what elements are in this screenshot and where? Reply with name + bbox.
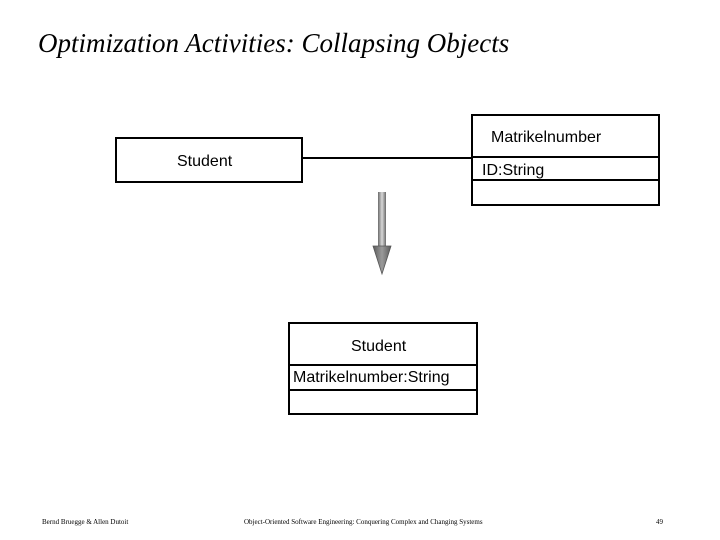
footer-page-number: 49 [656,518,663,526]
footer-book-title: Object-Oriented Software Engineering: Conquering Complex and Changing Systems [244,518,483,526]
footer-authors: Bernd Bruegge & Allen Dutoit [42,518,129,526]
transformation-arrow-icon [368,192,396,276]
collapsed-student-class-name: Student [351,338,407,355]
collapsed-student-name-divider [288,364,478,366]
matrikelnumber-attribute: ID:String [482,162,545,179]
student-class-name: Student [177,153,233,170]
matrikelnumber-class-name: Matrikelnumber [491,129,602,146]
matrikelnumber-name-divider [471,156,660,158]
matrikelnumber-class-box [471,114,660,206]
association-line [303,157,472,159]
collapsed-student-attr-divider [288,389,478,391]
collapsed-student-attribute: Matrikelnumber:String [293,369,450,386]
slide-title: Optimization Activities: Collapsing Objects [38,28,510,58]
